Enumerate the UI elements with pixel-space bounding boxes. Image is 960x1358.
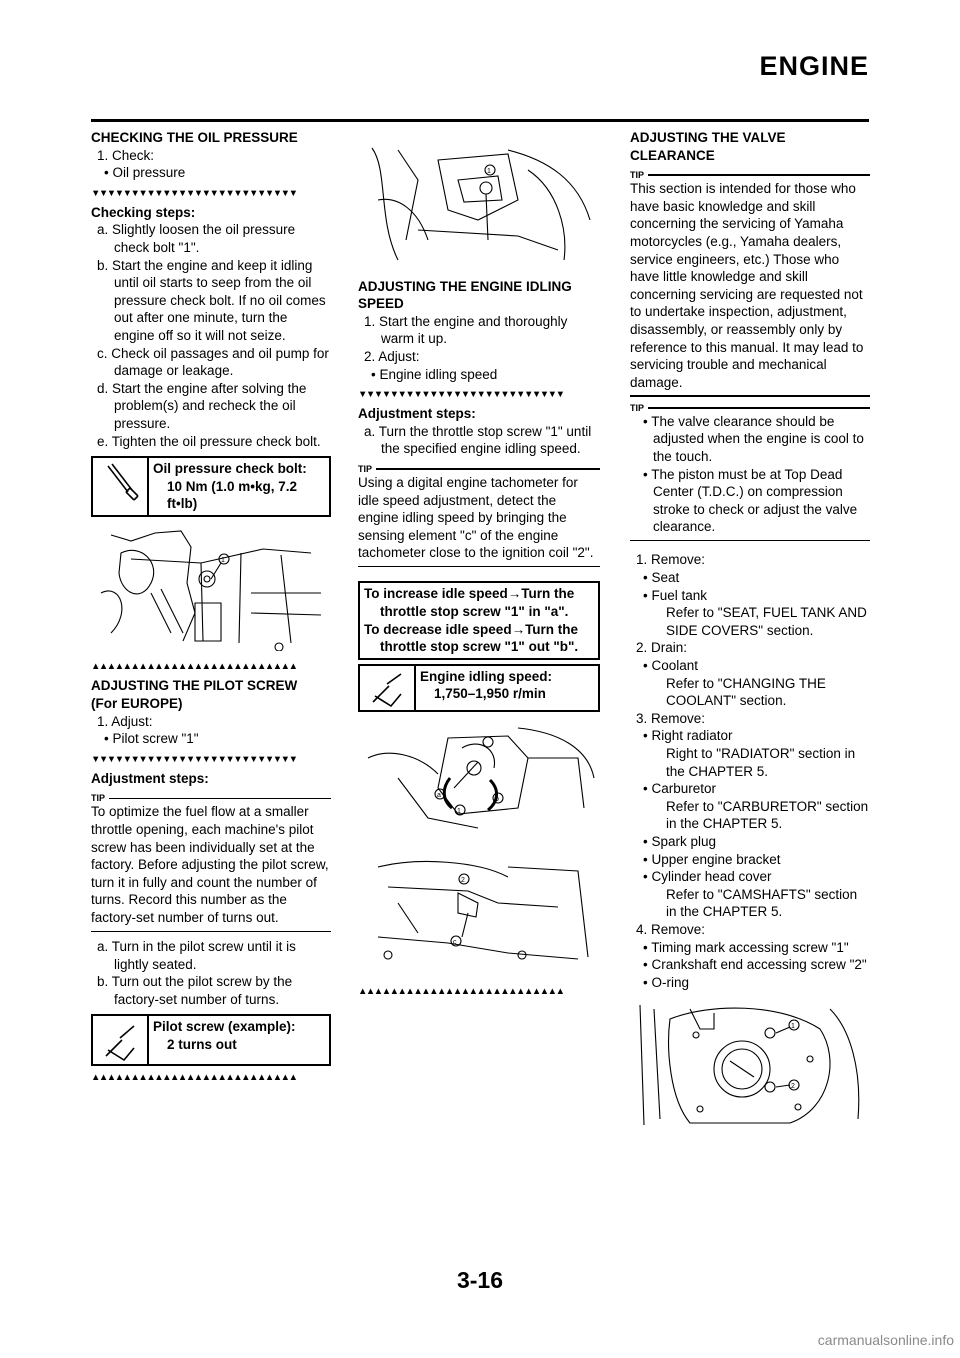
pilot-adjust-steps-label: Adjustment steps: [91,770,209,786]
note-decrease-2: throttle stop screw "1" out "b". [380,639,579,655]
watermark: carmanualsonline.info [817,1332,954,1348]
valve-step-3-radiator-ref: Right to "RADIATOR" section in the CHAPTER 5. [666,746,856,779]
idle-speed-heading-2: SPEED [358,296,404,312]
idle-spec-value: 1,750–1,950 r/min [434,686,546,702]
steps-start-marker: ▼▼▼▼▼▼▼▼▼▼▼▼▼▼▼▼▼▼▼▼▼▼▼▼▼▼ [91,187,297,199]
valve-step-1-fuel-tank: • Fuel tank [643,587,708,603]
valve-tip-2-item-2: • The piston must be at Top Dead Center (T.D.C.) on compression stroke to check or adjust the valve clearance. [643,466,858,535]
throttle-stop-figure [358,718,600,843]
idle-steps-start-marker: ▼▼▼▼▼▼▼▼▼▼▼▼▼▼▼▼▼▼▼▼▼▼▼▼▼▼ [358,389,564,401]
pilot-tip-text: To optimize the fuel flow at a smaller throttle opening, each machine's pilot screw has been individually set at the factory. Before adjusting the pilot screw, turn it in fully and count the number of turns. Record this number as the factory-set number of turns out. [91,804,329,925]
valve-step-1: 1. Remove: [636,552,706,568]
checking-steps-label: Checking steps: [91,204,196,220]
valve-step-3-head-cover: • Cylinder head cover [643,869,772,885]
idle-spec-label: Engine idling speed: [420,668,553,684]
oil-step-e: e. Tighten the oil pressure check bolt. [97,433,321,449]
screwdriver-icon [93,1016,149,1064]
idle-adjust-note [358,581,600,659]
idle-tip-text: Using a digital engine tachometer for idle speed adjustment, detect the engine idling speed by bringing the sensing element "c" of the engine tachometer close to the ignition coil "2". [358,474,594,561]
valve-tip-2 [630,403,870,542]
pilot-step-1-item: • Pilot screw "1" [104,731,199,747]
pilot-spec-box [91,1014,331,1066]
steps-end-marker: ▲▲▲▲▲▲▲▲▲▲▲▲▲▲▲▲▲▲▲▲▲▲▲▲▲▲ [91,661,297,673]
pilot-step-a: a. Turn in the pilot screw until it is lightly seated. [97,939,296,972]
idle-speed-heading: ADJUSTING THE ENGINE IDLING [358,278,572,294]
idle-step-a: a. Turn the throttle stop screw "1" until the specified engine idling speed. [364,423,592,457]
figure-callout-2: 2 [461,877,465,885]
oil-step-1: 1. Check: [97,147,155,163]
column-3 [630,129,870,1139]
valve-step-3-engine-bracket: • Upper engine bracket [643,851,781,867]
valve-step-4-crankshaft-screw: • Crankshaft end accessing screw "2" [643,957,867,973]
oil-step-a: a. Slightly loosen the oil pressure check bolt "1". [97,222,296,255]
figure-callout-a: a [437,791,441,799]
figure-callout-1: 1 [457,807,461,815]
pilot-step-1: 1. Adjust: [97,713,153,729]
figure-callout-c: c [453,939,457,947]
note-increase: To increase idle speed→Turn the [364,586,575,602]
torque-spec-box [91,456,331,517]
pilot-screw-heading-region: (For EUROPE) [91,696,183,712]
valve-step-2-ref: Refer to "CHANGING THE COOLANT" section. [666,675,826,709]
oil-step-d: d. Start the engine after solving the problem(s) and recheck the oil pressure. [97,380,307,431]
tip-label: TIP [358,463,373,474]
oil-check-bolt-figure [91,523,331,656]
pilot-steps-start-marker: ▼▼▼▼▼▼▼▼▼▼▼▼▼▼▼▼▼▼▼▼▼▼▼▼▼▼ [91,753,297,765]
note-decrease: To decrease idle speed→Turn the [364,621,579,637]
page-title: ENGINE [759,51,869,81]
valve-step-1-ref: Refer to "SEAT, FUEL TANK AND SIDE COVERS" section. [666,605,867,638]
pilot-step-b: b. Turn out the pilot screw by the factory-set number of turns. [97,974,293,1007]
tip-label: TIP [630,170,645,181]
oil-pressure-heading: CHECKING THE OIL PRESSURE [91,130,298,145]
pilot-steps-end-marker: ▲▲▲▲▲▲▲▲▲▲▲▲▲▲▲▲▲▲▲▲▲▲▲▲▲▲ [91,1072,297,1084]
idle-steps-end-marker: ▲▲▲▲▲▲▲▲▲▲▲▲▲▲▲▲▲▲▲▲▲▲▲▲▲▲ [358,985,564,997]
figure-callout-1: 1 [487,168,491,175]
valve-clearance-heading: ADJUSTING THE VALVE [630,130,786,145]
valve-step-3-carburetor-ref: Refer to "CARBURETOR" section in the CHAPTER 5. [666,798,869,832]
idle-tip [358,464,600,567]
valve-step-4-timing-screw: • Timing mark accessing screw "1" [643,939,849,955]
valve-step-3-head-cover-ref: Refer to "CAMSHAFTS" section in the CHAPTER 5. [666,886,858,920]
oil-step-b: b. Start the engine and keep it idling until oil starts to seep from the oil pressure check bolt. If no oil comes out after one minute, turn the engine off so it will not seize. [97,257,326,343]
valve-step-4: 4. Remove: [636,921,706,937]
valve-step-2: 2. Drain: [636,640,688,656]
header-rule [91,119,869,122]
column-2 [358,140,600,1002]
tip-label: TIP [630,402,645,413]
crankcase-cover-figure [630,999,870,1134]
pilot-spec-value: 2 turns out [167,1037,237,1053]
pilot-tip [91,793,331,932]
figure-callout-1: 1 [791,1023,795,1031]
note-increase-2: throttle stop screw "1" in "a". [380,604,569,619]
valve-step-3-radiator: • Right radiator [643,728,733,744]
ignition-coil-figure [358,847,600,980]
figure-callout-b: b [495,795,499,803]
valve-clearance-heading-2: CLEARANCE [630,147,715,163]
torque-spec-label: Oil pressure check bolt: [153,461,307,477]
valve-step-3: 3. Remove: [636,710,706,726]
idle-step-2-item: • Engine idling speed [371,366,498,382]
pilot-spec-label: Pilot screw (example): [153,1019,296,1035]
idle-spec-box [358,664,600,712]
torque-wrench-icon [93,458,149,515]
pilot-screw-figure [358,140,600,273]
valve-tip-2-item-1: • The valve clearance should be adjusted when the engine is cool to the touch. [643,413,864,464]
idle-adjust-steps-label: Adjustment steps: [358,406,476,422]
valve-step-2-coolant: • Coolant [643,658,699,674]
column-1 [91,129,331,1088]
valve-step-1-seat: • Seat [643,570,680,586]
pilot-screw-heading: ADJUSTING THE PILOT SCREW [91,678,298,694]
figure-callout-1: 1 [221,556,225,564]
valve-step-3-carburetor: • Carburetor [643,781,717,797]
idle-step-2: 2. Adjust: [364,348,420,364]
valve-tip-1 [630,170,870,397]
valve-tip-1-text: This section is intended for those who have basic knowledge and skill concerning the servicing of Yamaha motorcycles (e.g., Yamaha dealers, service engineers, etc.) Those who have little knowledge and skill concerning servicing are requested not to undertake inspection, adjustment, disassembly, or reassembly only by reference to this manual. It may lead to servicing trouble and mechanical damage. [630,181,864,390]
oil-step-1-item: • Oil pressure [104,165,186,181]
figure-callout-2: 2 [791,1083,795,1091]
page-number: 3-16 [456,1267,504,1293]
tachometer-wrench-icon [360,666,416,710]
tip-label: TIP [91,793,106,804]
valve-step-3-spark-plug: • Spark plug [643,833,717,849]
torque-spec-value: 10 Nm (1.0 m•kg, 7.2 ft•lb) [167,478,298,512]
oil-step-c: c. Check oil passages and oil pump for damage or leakage. [97,345,329,379]
valve-step-4-o-ring: • O-ring [643,974,689,990]
idle-step-1: 1. Start the engine and thoroughly warm it up. [364,313,568,347]
